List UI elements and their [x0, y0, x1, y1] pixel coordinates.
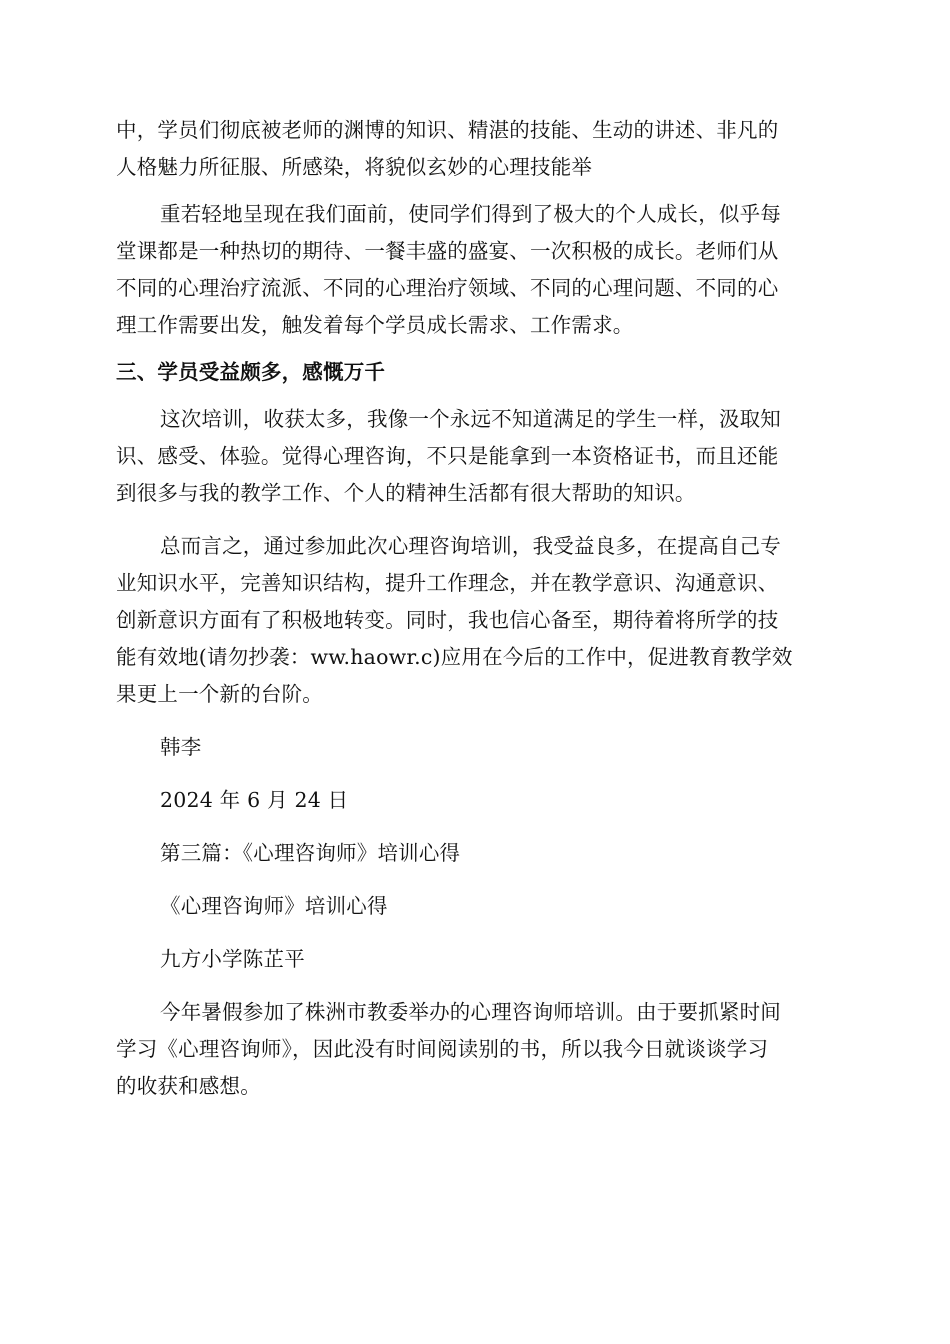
text-line: 中，学员们彻底被老师的渊博的知识、精湛的技能、生动的讲述、非凡的 [116, 118, 779, 142]
text-line: 的收获和感想。 [116, 1074, 261, 1098]
article-title [116, 888, 836, 925]
text-line: 学习《心理咨询师》，因此没有时间阅读别的书，所以我今日就谈谈学习 [116, 1037, 769, 1061]
paragraph-1 [116, 112, 836, 186]
text-line: 业知识水平，完善知识结构，提升工作理念，并在教学意识、沟通意识、 [116, 571, 779, 595]
text-line: 理工作需要出发，触发着每个学员成长需求、工作需求。 [116, 313, 634, 337]
section-heading-text: 三、学员受益颇多，感慨万千 [116, 360, 386, 384]
article-author [116, 941, 836, 978]
text-line: 总而言之，通过参加此次心理咨询培训，我受益良多，在提高自己专 [160, 534, 781, 558]
text-line: 堂课都是一种热切的期待、一餐丰盛的盛宴、一次积极的成长。老师们从 [116, 239, 779, 263]
text-line: 人格魅力所征服、所感染，将貌似玄妙的心理技能举 [116, 155, 593, 179]
text-line: 到很多与我的教学工作、个人的精神生活都有很大帮助的知识。 [116, 481, 696, 505]
text-line: 识、感受、体验。觉得心理咨询，不只是能拿到一本资格证书，而且还能 [116, 444, 779, 468]
signature-date [116, 782, 836, 819]
text-line: 重若轻地呈现在我们面前，使同学们得到了极大的个人成长，似乎每 [160, 202, 781, 226]
date-text: 2024 年 6 月 24 日 [160, 788, 349, 812]
text-line: 今年暑假参加了株洲市教委举办的心理咨询师培训。由于要抓紧时间 [160, 1000, 781, 1024]
text-line: 这次培训，收获太多，我像一个永远不知道满足的学生一样，汲取知 [160, 407, 781, 431]
text-line: 能有效地(请勿抄袭：ww.haowr.c)应用在今后的工作中，促进教育教学效 [116, 645, 793, 669]
signature-name [116, 729, 836, 766]
paragraph-2 [116, 196, 836, 344]
text-line: 果更上一个新的台阶。 [116, 682, 323, 706]
section-heading [116, 354, 836, 391]
author-name: 韩李 [160, 735, 202, 759]
article-title-text: 《心理咨询师》培训心得 [160, 894, 388, 918]
paragraph-3 [116, 401, 836, 512]
article-author-text: 九方小学陈芷平 [160, 947, 305, 971]
paragraph-5 [116, 994, 836, 1105]
document-page [116, 112, 836, 1105]
text-line: 创新意识方面有了积极地转变。同时，我也信心备至，期待着将所学的技 [116, 608, 779, 632]
paragraph-4 [116, 528, 836, 713]
text-line: 不同的心理治疗流派、不同的心理治疗领域、不同的心理问题、不同的心 [116, 276, 779, 300]
article-heading-text: 第三篇：《心理咨询师》培训心得 [160, 841, 461, 865]
third-article-heading [116, 835, 836, 872]
